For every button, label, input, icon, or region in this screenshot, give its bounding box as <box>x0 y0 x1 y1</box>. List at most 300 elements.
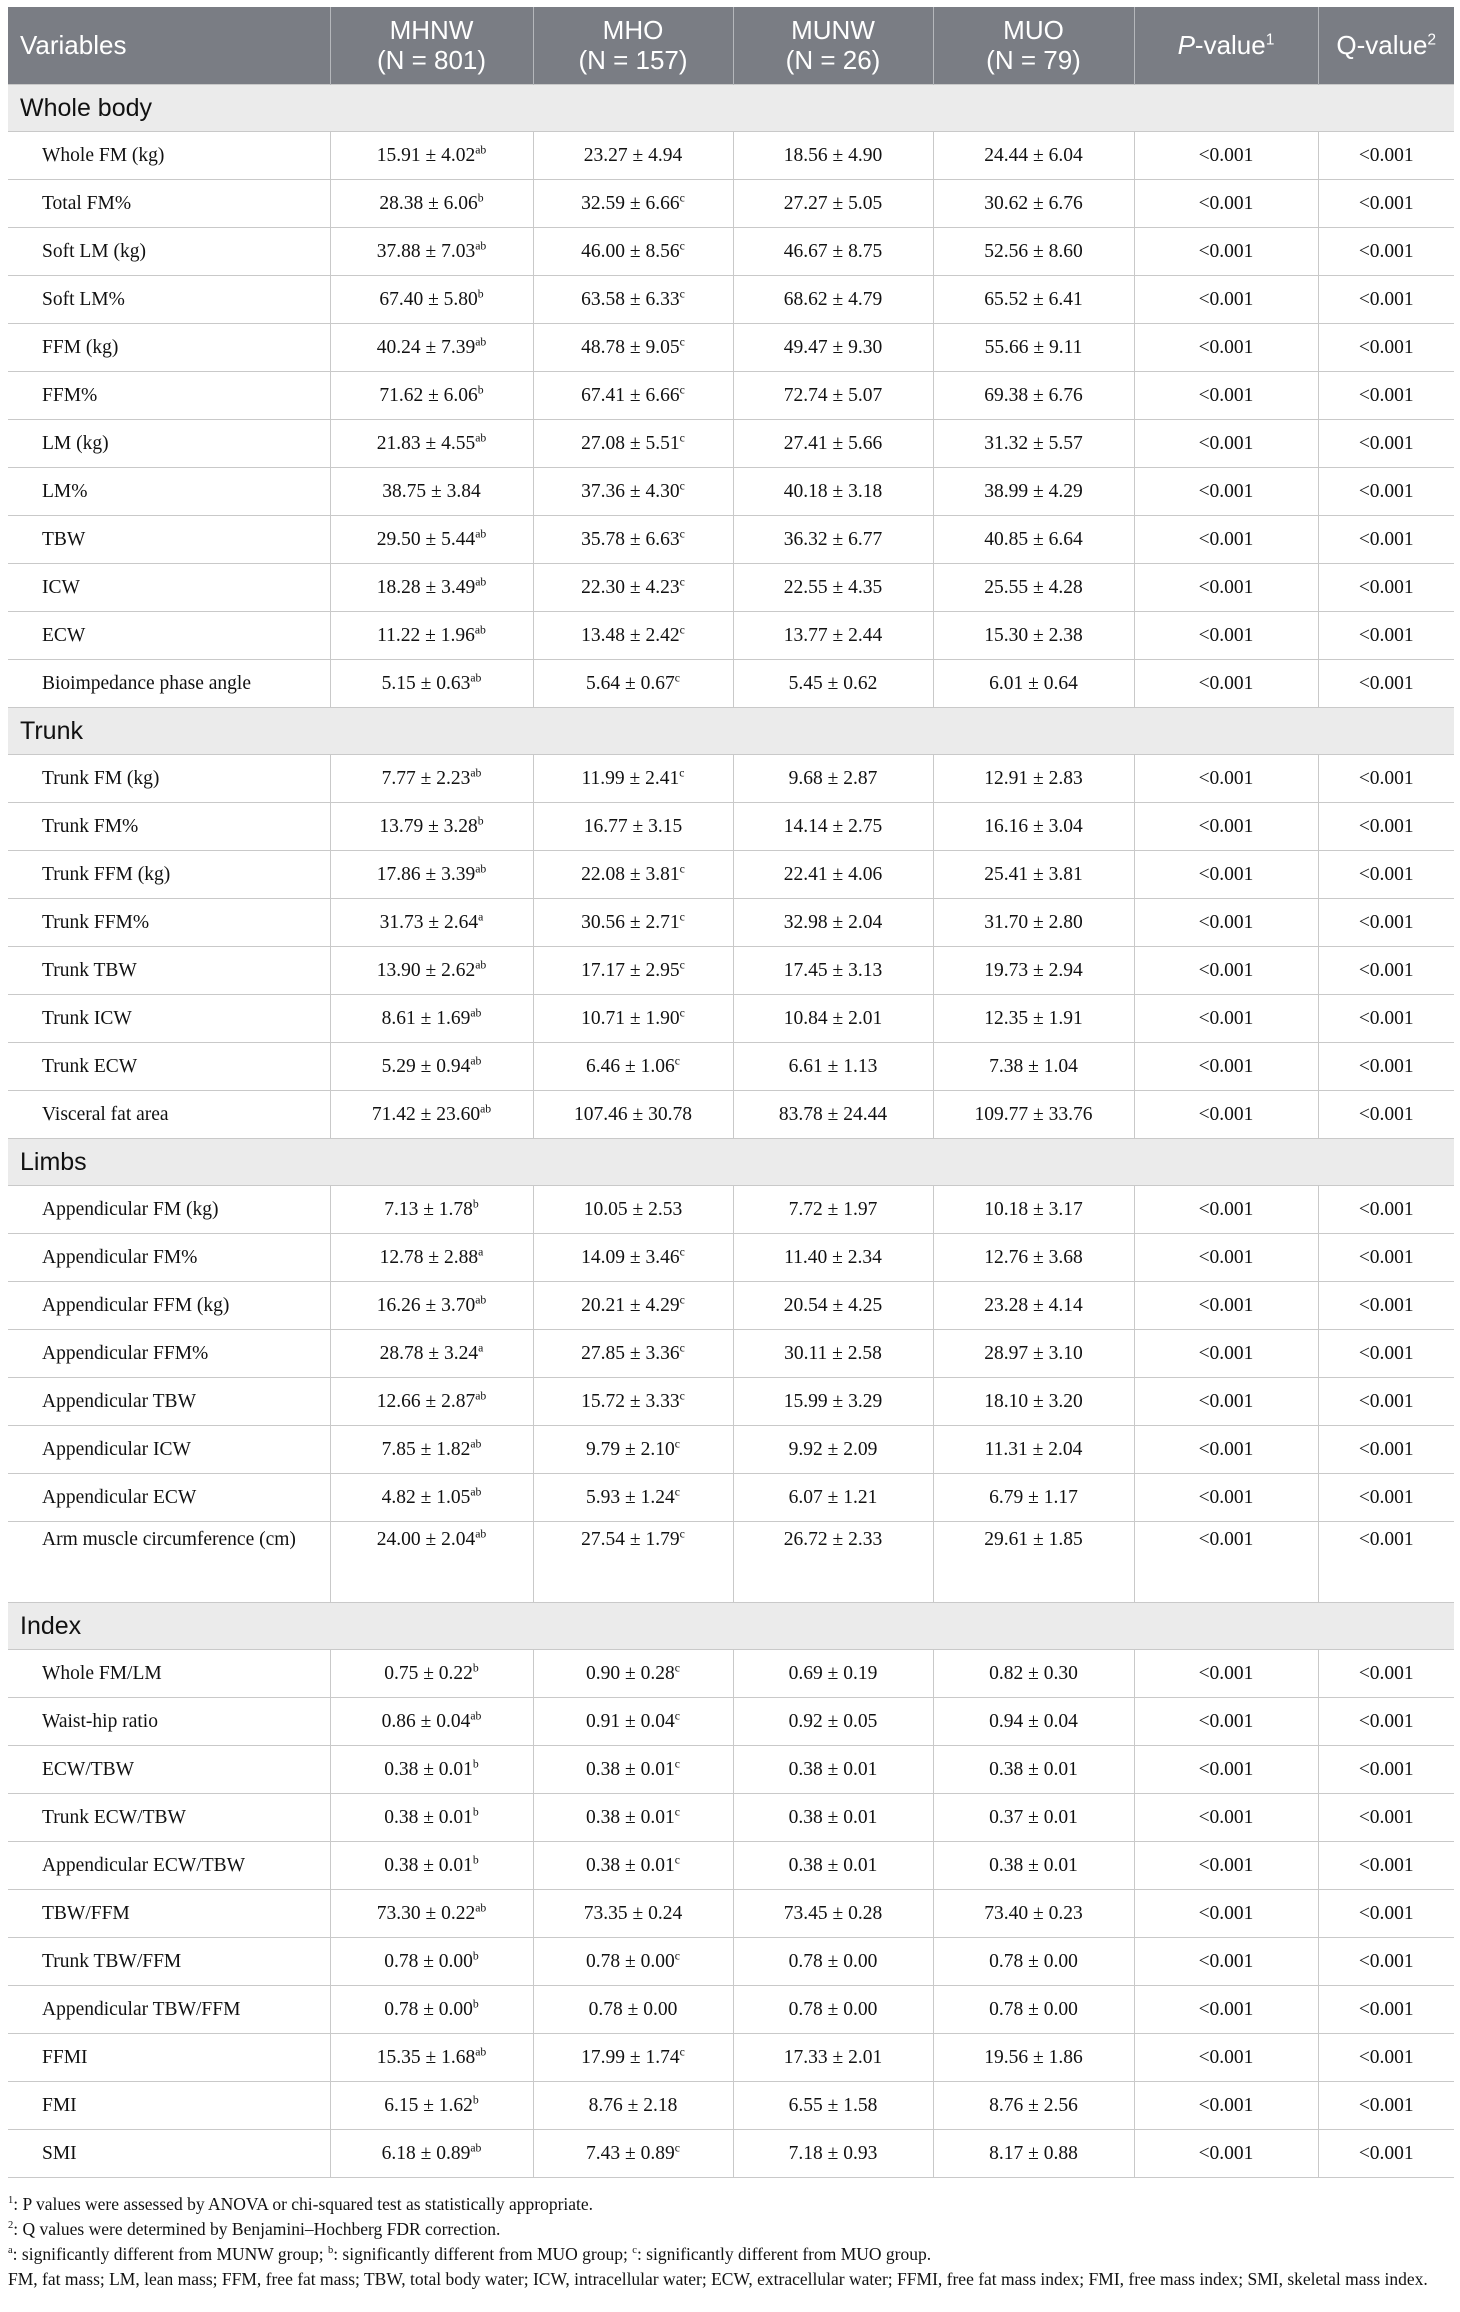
group-value-cell <box>533 899 733 947</box>
group-value-cell <box>330 1842 533 1890</box>
group-value-cell <box>933 228 1134 276</box>
group-value-cell <box>933 1426 1134 1474</box>
variable-label: Trunk FM (kg) <box>8 755 330 803</box>
q-value-cell: <0.001 <box>1318 1986 1454 2034</box>
p-value-cell: <0.001 <box>1134 1698 1318 1746</box>
group-value-cell <box>733 1474 933 1522</box>
significance-marker: ab <box>470 1054 482 1067</box>
group-value-cell <box>733 660 933 708</box>
table-row <box>8 1938 1454 1986</box>
group-value-cell <box>933 1378 1134 1426</box>
significance-marker: ab <box>475 575 487 588</box>
variable-label: SMI <box>8 2130 330 2178</box>
p-value-cell: <0.001 <box>1134 228 1318 276</box>
significance-marker: b <box>472 1997 479 2010</box>
group-value-cell <box>933 1794 1134 1842</box>
group-value-cell <box>933 276 1134 324</box>
group-value-cell <box>733 516 933 564</box>
significance-marker: c <box>674 1757 680 1770</box>
p-value-cell: <0.001 <box>1134 1426 1318 1474</box>
group-n: (N = 157) <box>578 44 688 75</box>
mean-sd: 7.38 ± 1.04 <box>989 1055 1078 1077</box>
group-value-cell <box>533 947 733 995</box>
group-value-cell <box>933 132 1134 180</box>
mean-sd: 19.56 ± 1.86 <box>984 2046 1083 2068</box>
mean-sd: 12.66 ± 2.87 <box>376 1390 476 1412</box>
significance-marker: c <box>679 2045 685 2058</box>
variable-label: ECW/TBW <box>8 1746 330 1794</box>
p-value-cell: <0.001 <box>1134 324 1318 372</box>
group-name: MHO <box>602 14 664 45</box>
mean-sd: 52.56 ± 8.60 <box>984 240 1083 262</box>
mean-sd: 5.64 ± 0.67 <box>586 672 675 694</box>
q-value-cell: <0.001 <box>1318 2034 1454 2082</box>
footnote-marker: a <box>8 2245 13 2257</box>
q-value-cell: <0.001 <box>1318 995 1454 1043</box>
mean-sd: 71.62 ± 6.06 <box>379 384 478 406</box>
mean-sd: 27.08 ± 5.51 <box>581 432 680 454</box>
p-value-cell: <0.001 <box>1134 755 1318 803</box>
significance-marker: b <box>472 1757 479 1770</box>
section-title: Limbs <box>8 1139 1454 1186</box>
group-value-cell <box>933 1890 1134 1938</box>
group-value-cell <box>330 755 533 803</box>
table-body <box>8 85 1454 2178</box>
mean-sd: 49.47 ± 9.30 <box>783 336 883 358</box>
p-value-cell: <0.001 <box>1134 1474 1318 1522</box>
group-value-cell <box>330 1234 533 1282</box>
mean-sd: 46.67 ± 8.75 <box>783 240 883 262</box>
p-value-cell: <0.001 <box>1134 995 1318 1043</box>
significance-marker: c <box>674 1054 680 1067</box>
footnote-marker: 1 <box>8 2195 14 2207</box>
mean-sd: 0.78 ± 0.00 <box>788 1950 878 1972</box>
p-value-cell: <0.001 <box>1134 1746 1318 1794</box>
group-value-cell <box>330 1043 533 1091</box>
group-value-cell <box>933 1330 1134 1378</box>
group-value-cell <box>533 132 733 180</box>
mean-sd: 63.58 ± 6.33 <box>581 288 680 310</box>
mean-sd: 28.78 ± 3.24 <box>379 1342 479 1364</box>
group-value-cell <box>533 995 733 1043</box>
significance-marker: c <box>679 623 685 636</box>
group-value-cell <box>933 1986 1134 2034</box>
header-variables: Variables <box>8 7 330 85</box>
group-value-cell <box>330 516 533 564</box>
p-value-cell: <0.001 <box>1134 516 1318 564</box>
footnotes <box>8 2192 1454 2292</box>
group-value-cell <box>733 1938 933 1986</box>
p-value-cell: <0.001 <box>1134 1890 1318 1938</box>
group-value-cell <box>533 1986 733 2034</box>
p-value-cell: <0.001 <box>1134 1522 1318 1603</box>
group-value-cell <box>330 372 533 420</box>
group-value-cell <box>330 1794 533 1842</box>
p-value-cell: <0.001 <box>1134 132 1318 180</box>
mean-sd: 11.99 ± 2.41 <box>581 767 680 789</box>
p-value-cell: <0.001 <box>1134 420 1318 468</box>
significance-marker: c <box>674 1709 680 1722</box>
p-value-cell: <0.001 <box>1134 899 1318 947</box>
significance-marker: b <box>477 191 484 204</box>
significance-marker: c <box>679 910 685 923</box>
q-value-cell: <0.001 <box>1318 660 1454 708</box>
table-header <box>8 7 1454 85</box>
mean-sd: 29.61 ± 1.85 <box>984 1529 1083 1550</box>
mean-sd: 0.90 ± 0.28 <box>586 1662 675 1684</box>
mean-sd: 32.98 ± 2.04 <box>783 911 883 933</box>
variable-label: Trunk ECW/TBW <box>8 1794 330 1842</box>
section-title: Whole body <box>8 85 1454 132</box>
variable-label: LM (kg) <box>8 420 330 468</box>
q-value-cell: <0.001 <box>1318 468 1454 516</box>
mean-sd: 0.38 ± 0.01 <box>586 1758 675 1780</box>
mean-sd: 22.55 ± 4.35 <box>783 576 883 598</box>
group-value-cell <box>330 1378 533 1426</box>
mean-sd: 22.08 ± 3.81 <box>581 863 680 885</box>
mean-sd: 23.28 ± 4.14 <box>984 1294 1083 1316</box>
significance-marker: c <box>679 335 685 348</box>
mean-sd: 20.54 ± 4.25 <box>783 1294 883 1316</box>
mean-sd: 24.44 ± 6.04 <box>984 144 1083 166</box>
group-value-cell <box>533 1330 733 1378</box>
p-value-cell: <0.001 <box>1134 947 1318 995</box>
mean-sd: 24.00 ± 2.04 <box>376 1529 476 1550</box>
group-value-cell <box>330 2082 533 2130</box>
mean-sd: 7.13 ± 1.78 <box>384 1198 473 1220</box>
significance-marker: ab <box>475 335 487 348</box>
mean-sd: 0.91 ± 0.04 <box>586 1710 675 1732</box>
table-row <box>8 2034 1454 2082</box>
significance-marker: c <box>674 671 680 684</box>
group-value-cell <box>933 1091 1134 1139</box>
p-value-cell: <0.001 <box>1134 1986 1318 2034</box>
group-value-cell <box>330 851 533 899</box>
mean-sd: 107.46 ± 30.78 <box>574 1103 692 1125</box>
mean-sd: 0.92 ± 0.05 <box>788 1710 878 1732</box>
group-value-cell <box>533 1890 733 1938</box>
mean-sd: 6.55 ± 1.58 <box>788 2094 878 2116</box>
group-value-cell <box>330 1282 533 1330</box>
group-value-cell <box>933 995 1134 1043</box>
group-value-cell <box>330 468 533 516</box>
group-value-cell <box>330 324 533 372</box>
group-value-cell <box>733 1794 933 1842</box>
significance-marker: ab <box>475 1901 487 1914</box>
mean-sd: 0.38 ± 0.01 <box>788 1758 878 1780</box>
group-value-cell <box>533 612 733 660</box>
table-row <box>8 1378 1454 1426</box>
variable-label: Appendicular FM (kg) <box>8 1186 330 1234</box>
significance-marker: c <box>679 1389 685 1402</box>
group-value-cell <box>733 1378 933 1426</box>
significance-marker: c <box>679 1341 685 1354</box>
mean-sd: 12.78 ± 2.88 <box>379 1246 479 1268</box>
q-value-cell: <0.001 <box>1318 132 1454 180</box>
variable-label: Appendicular FM% <box>8 1234 330 1282</box>
p-value-cell: <0.001 <box>1134 1234 1318 1282</box>
table-row <box>8 2082 1454 2130</box>
variable-label: Trunk ICW <box>8 995 330 1043</box>
variable-label: Appendicular TBW/FFM <box>8 1986 330 2034</box>
variable-label: TBW <box>8 516 330 564</box>
mean-sd: 30.11 ± 2.58 <box>784 1342 882 1364</box>
group-value-cell <box>330 2130 533 2178</box>
mean-sd: 40.18 ± 3.18 <box>783 480 883 502</box>
table-row <box>8 516 1454 564</box>
footnote-text: : significantly different from MUO group. <box>636 2244 932 2264</box>
mean-sd: 7.85 ± 1.82 <box>381 1438 471 1460</box>
group-value-cell <box>933 1698 1134 1746</box>
mean-sd: 69.38 ± 6.76 <box>984 384 1083 406</box>
mean-sd: 11.22 ± 1.96 <box>377 624 475 646</box>
table-row <box>8 228 1454 276</box>
significance-marker: c <box>674 1805 680 1818</box>
significance-marker: c <box>674 1437 680 1450</box>
significance-marker: c <box>679 1527 685 1541</box>
mean-sd: 0.94 ± 0.04 <box>989 1710 1078 1732</box>
significance-marker: a <box>478 1245 484 1258</box>
mean-sd: 8.76 ± 2.56 <box>989 2094 1078 2116</box>
mean-sd: 5.29 ± 0.94 <box>381 1055 471 1077</box>
group-value-cell <box>733 1091 933 1139</box>
group-value-cell <box>733 1650 933 1698</box>
group-value-cell <box>933 180 1134 228</box>
mean-sd: 10.05 ± 2.53 <box>583 1198 683 1220</box>
mean-sd: 25.41 ± 3.81 <box>984 863 1083 885</box>
table-row <box>8 276 1454 324</box>
footnote-marker: 2 <box>8 2220 14 2232</box>
table-row <box>8 1890 1454 1938</box>
table-row <box>8 1698 1454 1746</box>
group-value-cell <box>533 1522 733 1603</box>
mean-sd: 16.77 ± 3.15 <box>583 815 683 837</box>
q-value-cell: <0.001 <box>1318 755 1454 803</box>
mean-sd: 0.78 ± 0.00 <box>586 1950 675 1972</box>
significance-marker: c <box>679 1293 685 1306</box>
p-footnote-marker: 1 <box>1265 30 1275 48</box>
group-value-cell <box>733 1426 933 1474</box>
mean-sd: 27.54 ± 1.79 <box>581 1529 680 1550</box>
group-value-cell <box>330 1698 533 1746</box>
mean-sd: 9.68 ± 2.87 <box>788 767 878 789</box>
p-value-cell: <0.001 <box>1134 1794 1318 1842</box>
mean-sd: 17.86 ± 3.39 <box>376 863 476 885</box>
group-value-cell <box>733 1186 933 1234</box>
significance-marker: c <box>674 1853 680 1866</box>
mean-sd: 73.30 ± 0.22 <box>376 1902 476 1924</box>
variable-label: Visceral fat area <box>8 1091 330 1139</box>
group-value-cell <box>330 660 533 708</box>
group-n: (N = 26) <box>785 44 881 75</box>
group-value-cell <box>330 1474 533 1522</box>
p-value-cell: <0.001 <box>1134 1043 1318 1091</box>
p-value-cell: <0.001 <box>1134 2034 1318 2082</box>
significance-marker: b <box>477 287 484 300</box>
mean-sd: 5.93 ± 1.24 <box>586 1486 675 1508</box>
mean-sd: 11.31 ± 2.04 <box>984 1438 1083 1460</box>
group-value-cell <box>533 1186 733 1234</box>
header-group-mho <box>533 7 733 85</box>
group-value-cell <box>933 899 1134 947</box>
q-value-cell: <0.001 <box>1318 1091 1454 1139</box>
header-group-munw <box>733 7 933 85</box>
mean-sd: 109.77 ± 33.76 <box>974 1103 1093 1125</box>
significance-marker: ab <box>475 143 487 156</box>
group-value-cell <box>533 1746 733 1794</box>
mean-sd: 73.40 ± 0.23 <box>984 1902 1083 1924</box>
body-composition-table <box>8 7 1454 2178</box>
variable-label: Waist-hip ratio <box>8 1698 330 1746</box>
mean-sd: 15.72 ± 3.33 <box>581 1390 680 1412</box>
header-group-mhnw <box>330 7 533 85</box>
group-value-cell <box>933 372 1134 420</box>
q-value-cell: <0.001 <box>1318 2130 1454 2178</box>
mean-sd: 0.86 ± 0.04 <box>381 1710 471 1732</box>
group-value-cell <box>533 1426 733 1474</box>
group-value-cell <box>330 1426 533 1474</box>
group-value-cell <box>733 324 933 372</box>
mean-sd: 0.78 ± 0.00 <box>788 1998 878 2020</box>
footnote-text: : significantly different from MUO group; <box>333 2244 633 2264</box>
group-value-cell <box>933 1186 1134 1234</box>
group-value-cell <box>533 1282 733 1330</box>
group-value-cell <box>933 1474 1134 1522</box>
section-header-row <box>8 708 1454 755</box>
q-value-cell: <0.001 <box>1318 612 1454 660</box>
table-row <box>8 1234 1454 1282</box>
p-value-cell: <0.001 <box>1134 1330 1318 1378</box>
group-value-cell <box>533 1842 733 1890</box>
section-title: Index <box>8 1603 1454 1650</box>
q-value-cell: <0.001 <box>1318 1234 1454 1282</box>
group-value-cell <box>733 899 933 947</box>
group-value-cell <box>933 947 1134 995</box>
mean-sd: 13.90 ± 2.62 <box>376 959 476 981</box>
significance-marker: ab <box>475 862 487 875</box>
mean-sd: 15.30 ± 2.38 <box>984 624 1083 646</box>
mean-sd: 37.88 ± 7.03 <box>376 240 476 262</box>
group-value-cell <box>733 1043 933 1091</box>
mean-sd: 0.38 ± 0.01 <box>384 1758 473 1780</box>
significance-marker: ab <box>480 1102 492 1115</box>
group-value-cell <box>330 276 533 324</box>
mean-sd: 25.55 ± 4.28 <box>984 576 1083 598</box>
significance-marker: ab <box>470 1485 482 1498</box>
group-value-cell <box>330 132 533 180</box>
p-value-cell: <0.001 <box>1134 276 1318 324</box>
mean-sd: 19.73 ± 2.94 <box>984 959 1083 981</box>
mean-sd: 31.70 ± 2.80 <box>984 911 1083 933</box>
variable-label: Trunk FFM (kg) <box>8 851 330 899</box>
mean-sd: 68.62 ± 4.79 <box>783 288 883 310</box>
significance-marker: ab <box>475 1293 487 1306</box>
q-value-cell: <0.001 <box>1318 1938 1454 1986</box>
table-row <box>8 899 1454 947</box>
p-value-cell: <0.001 <box>1134 612 1318 660</box>
variable-label: Bioimpedance phase angle <box>8 660 330 708</box>
significance-marker: c <box>679 862 685 875</box>
mean-sd: 67.41 ± 6.66 <box>581 384 680 406</box>
footnote-text: : Q values were determined by Benjamini–Hochberg FDR correction. <box>13 2219 501 2239</box>
group-value-cell <box>330 228 533 276</box>
variable-label: Appendicular FFM% <box>8 1330 330 1378</box>
mean-sd: 40.24 ± 7.39 <box>376 336 476 358</box>
variable-label: Whole FM/LM <box>8 1650 330 1698</box>
header-p-value <box>1134 7 1318 85</box>
table-row <box>8 612 1454 660</box>
group-value-cell <box>533 1698 733 1746</box>
header-q-value <box>1318 7 1454 85</box>
mean-sd: 0.78 ± 0.00 <box>989 1950 1078 1972</box>
group-value-cell <box>733 420 933 468</box>
significance-marker: b <box>472 1853 479 1866</box>
significance-marker: b <box>472 2093 479 2106</box>
mean-sd: 55.66 ± 9.11 <box>984 336 1083 358</box>
table-row <box>8 851 1454 899</box>
mean-sd: 26.72 ± 2.33 <box>783 1529 883 1550</box>
p-value-cell: <0.001 <box>1134 1282 1318 1330</box>
mean-sd: 38.75 ± 3.84 <box>382 480 481 502</box>
p-value-cell: <0.001 <box>1134 803 1318 851</box>
mean-sd: 0.69 ± 0.19 <box>788 1662 878 1684</box>
q-value-cell: <0.001 <box>1318 372 1454 420</box>
table-row <box>8 1043 1454 1091</box>
footnote-line <box>8 2192 1454 2217</box>
group-value-cell <box>330 612 533 660</box>
variable-label: Trunk TBW <box>8 947 330 995</box>
q-value-cell: <0.001 <box>1318 1698 1454 1746</box>
group-value-cell <box>533 564 733 612</box>
group-name: MUNW <box>791 14 875 45</box>
mean-sd: 7.77 ± 2.23 <box>381 767 471 789</box>
significance-marker: c <box>679 527 685 540</box>
group-value-cell <box>933 660 1134 708</box>
significance-marker: b <box>472 1197 479 1210</box>
significance-marker: ab <box>475 527 487 540</box>
mean-sd: 0.38 ± 0.01 <box>384 1806 473 1828</box>
significance-marker: c <box>674 1485 680 1498</box>
q-value-cell: <0.001 <box>1318 1282 1454 1330</box>
significance-marker: ab <box>474 623 486 636</box>
mean-sd: 9.92 ± 2.09 <box>788 1438 878 1460</box>
group-value-cell <box>933 755 1134 803</box>
variable-label: TBW/FFM <box>8 1890 330 1938</box>
p-value-cell: <0.001 <box>1134 1842 1318 1890</box>
table-row <box>8 995 1454 1043</box>
group-value-cell <box>733 132 933 180</box>
mean-sd: 7.18 ± 0.93 <box>788 2142 878 2164</box>
group-value-cell <box>933 1650 1134 1698</box>
group-value-cell <box>533 660 733 708</box>
mean-sd: 10.71 ± 1.90 <box>581 1007 680 1029</box>
group-value-cell <box>330 1890 533 1938</box>
q-value-cell: <0.001 <box>1318 420 1454 468</box>
q-label: Q-value <box>1336 29 1428 60</box>
footnote-text: FM, fat mass; LM, lean mass; FFM, free fat mass; TBW, total body water; ICW, intracellular water; ECW, extracellular water; FFMI, free fat mass index; FMI, free mass index; SMI, skeletal mass index. <box>8 2269 1428 2289</box>
significance-marker: a <box>478 910 484 923</box>
footnote-line <box>8 2267 1454 2292</box>
mean-sd: 18.10 ± 3.20 <box>984 1390 1083 1412</box>
group-value-cell <box>533 372 733 420</box>
p-value-cell: <0.001 <box>1134 1091 1318 1139</box>
group-value-cell <box>733 947 933 995</box>
significance-marker: ab <box>470 1006 482 1019</box>
group-name: MUO <box>1003 14 1064 45</box>
significance-marker: b <box>472 1805 479 1818</box>
mean-sd: 6.79 ± 1.17 <box>989 1486 1078 1508</box>
group-value-cell <box>533 516 733 564</box>
